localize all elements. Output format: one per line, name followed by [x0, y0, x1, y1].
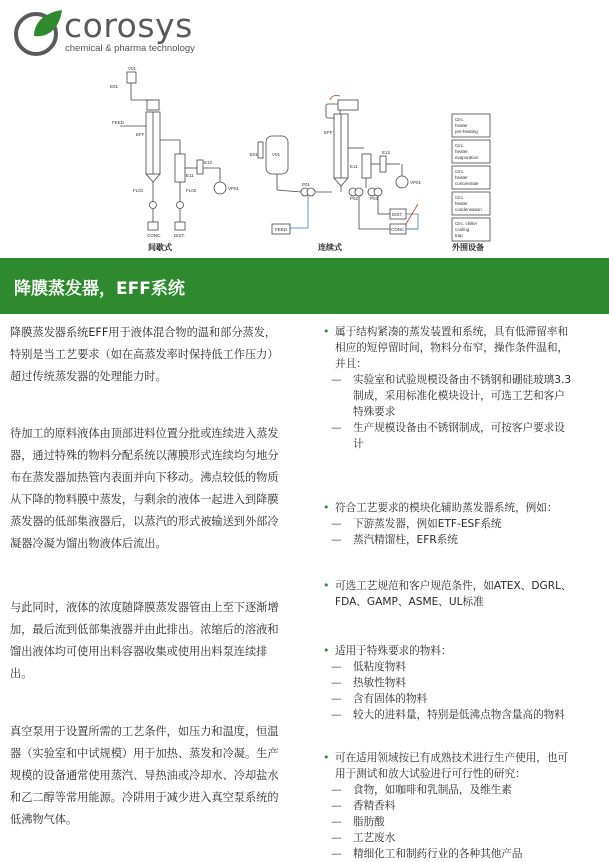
sub-item [323, 532, 601, 548]
feature-bullet-2 [323, 500, 601, 548]
legend-1-line-3: pre-heating [455, 129, 478, 134]
bullet-item [323, 500, 601, 516]
text-line: 制成，采用标准化模块设计，可选工艺和客户 [353, 390, 565, 402]
text-line: — 含有固体的物料 [353, 693, 428, 705]
sub-item [323, 659, 601, 675]
feature-bullet-3 [323, 578, 601, 610]
label-conc: CONC. [147, 233, 162, 238]
label-vp01b: VP01 [410, 180, 422, 185]
sub-item [323, 691, 601, 707]
label-eff2: EFF [324, 130, 333, 135]
text-line: 低沸物气体。 [10, 813, 78, 826]
caption-continuous: 连续式 [318, 243, 342, 252]
legend-5-line-1: Circ. chiller [455, 221, 478, 226]
intro-paragraph [10, 322, 310, 388]
text-line: 加，最后流到低部集液器并由此排出。浓缩后的溶液和 [10, 623, 279, 636]
text-line: — 脂肪酸 [353, 816, 385, 828]
label-e12: E12 [204, 160, 213, 165]
text-line: — 蒸汽精馏柱，EFR系统 [353, 534, 458, 546]
process-diagram [100, 64, 520, 259]
legend-4-line-2: heater [455, 201, 468, 206]
legend-3-line-3: concentrate [455, 181, 479, 186]
legend-2-line-2: heater [455, 149, 468, 154]
text-line: — 生产规模设备由不锈钢制成，可按客户要求设 [353, 422, 565, 434]
label-e11: E11 [186, 173, 194, 178]
legend-1-line-1: Circ. [455, 117, 465, 122]
legend-1-line-2: heater [455, 123, 468, 128]
text-line: • 可在适用领域按已有成熟技术进行生产使用，也可 [335, 752, 569, 764]
sub-item [323, 782, 601, 798]
section-banner [0, 258, 609, 314]
label-v01: V01 [128, 66, 137, 71]
feature-bullet-1 [323, 324, 601, 452]
label-v01b: V01 [272, 152, 281, 157]
sub-item [323, 798, 601, 814]
legend-5-line-2: cooling [455, 227, 470, 232]
label-feed2: FEED [275, 227, 288, 232]
process-diagram-svg [100, 64, 520, 259]
sub-item [323, 830, 601, 846]
text-line: 和乙二醇等常用能源。冷阱用于减少进入真空泵系统的 [10, 791, 279, 804]
label-e12b: E12 [382, 150, 391, 155]
logo-tagline: chemical & pharma technology [65, 43, 195, 54]
text-line: 降膜蒸发器系统EFF用于液体混合物的温和部分蒸发， [10, 326, 277, 339]
text-line: 器（实验室和中试规模）用于加热、蒸发和冷凝。生产 [10, 747, 279, 760]
legend-4-line-1: Circ. [455, 195, 465, 200]
corosys-logo [12, 4, 212, 62]
text-line: 并且： [335, 358, 367, 370]
logo-wordmark: corosys [64, 6, 193, 45]
text-line: 规模的设备通常使用蒸汽、导热油或冷却水、冷却盐水 [10, 769, 279, 782]
text-line: — 工艺废水 [353, 832, 396, 844]
text-line: — 精细化工和制药行业的各种其他产品 [353, 848, 523, 860]
text-line: — 较大的进料量，特别是低沸点物含量高的物料 [353, 709, 565, 721]
text-line: • 适用于特殊要求的物料： [335, 645, 452, 657]
caption-batch: 间歇式 [148, 243, 172, 252]
text-line: — 食物，如咖啡和乳制品，及维生素 [353, 784, 512, 796]
sub-item [323, 372, 601, 420]
bullet-item [323, 643, 601, 659]
text-line: — 实验室和试验规模设备由不锈钢和硼硅玻璃3.3 [353, 374, 572, 386]
legend-5-line-3: trap [455, 233, 463, 238]
feature-bullet-4 [323, 643, 601, 723]
bullet-item [323, 578, 601, 610]
feature-bullet-5 [323, 750, 601, 862]
text-line: 馏出液体均可使用出料容器收集或使用出料泵连续排 [10, 645, 268, 658]
label-p01: P01 [302, 182, 311, 187]
text-line: — 香精香料 [353, 800, 396, 812]
caption-peripherals: 外围设备 [452, 243, 484, 252]
text-line: 计 [353, 438, 364, 450]
text-line: — 热敏性物料 [353, 677, 406, 689]
sub-item [323, 707, 601, 723]
text-line: 特别是当工艺要求（如在高蒸发率时保持低工作压力） [10, 348, 279, 361]
text-line: 待加工的原料液体由顶部进料位置分批或连续进入蒸发 [10, 427, 279, 440]
text-line: 从下降的物料膜中蒸发，与剩余的液体一起进入到降膜 [10, 493, 279, 506]
section-title: 降膜蒸发器，EFF系统 [14, 279, 185, 299]
label-e11b: E11 [350, 164, 358, 169]
text-line: — 下游蒸发器，例如ETF-ESF系统 [353, 518, 502, 530]
label-conc2: CONC. [391, 227, 406, 232]
label-p02: P02 [350, 196, 359, 201]
legend-3-line-2: heater [455, 175, 468, 180]
label-e01b: E01 [250, 152, 259, 157]
legend-4-line-3: condensation [455, 207, 482, 212]
text-line: 真空泵用于设置所需的工艺条件，如压力和温度，恒温 [10, 725, 279, 738]
bullet-item [323, 324, 601, 372]
text-line: 特殊要求 [353, 406, 396, 418]
text-line: FDA、GAMP、ASME、UL标准 [335, 596, 484, 608]
text-line: 用于测试和放大试验进行可行性的研究： [335, 768, 526, 780]
leaf-logo-icon [12, 6, 64, 58]
concentration-paragraph [10, 597, 310, 685]
sub-item [323, 814, 601, 830]
bullet-item [323, 750, 601, 782]
legend-3-line-1: Circ. [455, 169, 465, 174]
text-line: 出。 [10, 667, 33, 680]
sub-item [323, 420, 601, 452]
legend-2-line-1: Circ. [455, 143, 465, 148]
process-paragraph [10, 423, 310, 555]
vacuum-paragraph [10, 721, 310, 831]
legend-2-line-3: evaporation [455, 155, 479, 160]
text-line: 与此同时，液体的浓度随降膜蒸发器管由上至下逐渐增 [10, 601, 279, 614]
label-dist: DIST. [174, 233, 186, 238]
text-line: 超过传统蒸发器的处理能力时。 [10, 370, 167, 383]
text-line: 凝器冷凝为馏出物液体后流出。 [10, 537, 167, 550]
text-line: 器，通过特殊的物料分配系统以薄膜形式连续均匀地分 [10, 449, 279, 462]
label-eff: EFF [136, 132, 145, 137]
text-line: 布在蒸发器加热管内表面并向下移动。沸点较低的物质 [10, 471, 279, 484]
sub-item [323, 675, 601, 691]
label-feed: FEED [112, 120, 125, 125]
text-line: 相应的短停留时间，物料分布窄，操作条件温和， [335, 342, 569, 354]
label-fl01: FL01 [133, 188, 144, 193]
text-line: 蒸发器的低部集液器后，以蒸汽的形式被输送到外部冷 [10, 515, 279, 528]
label-dist2: DIST. [392, 212, 404, 217]
label-vp01: VP01 [228, 186, 240, 191]
label-fl02: FL02 [186, 188, 197, 193]
label-p03: P03 [370, 196, 379, 201]
text-line: • 属于结构紧凑的蒸发装置和系统，具有低滞留率和 [335, 326, 569, 338]
text-line: — 低粘度物料 [353, 661, 406, 673]
sub-item [323, 516, 601, 532]
text-line: • 可选工艺规范和客户规范条件，如ATEX、DGRL、 [335, 580, 572, 592]
label-e01: E01 [110, 84, 119, 89]
text-line: • 符合工艺要求的模块化辅助蒸发器系统，例如： [335, 502, 558, 514]
sub-item [323, 846, 601, 862]
